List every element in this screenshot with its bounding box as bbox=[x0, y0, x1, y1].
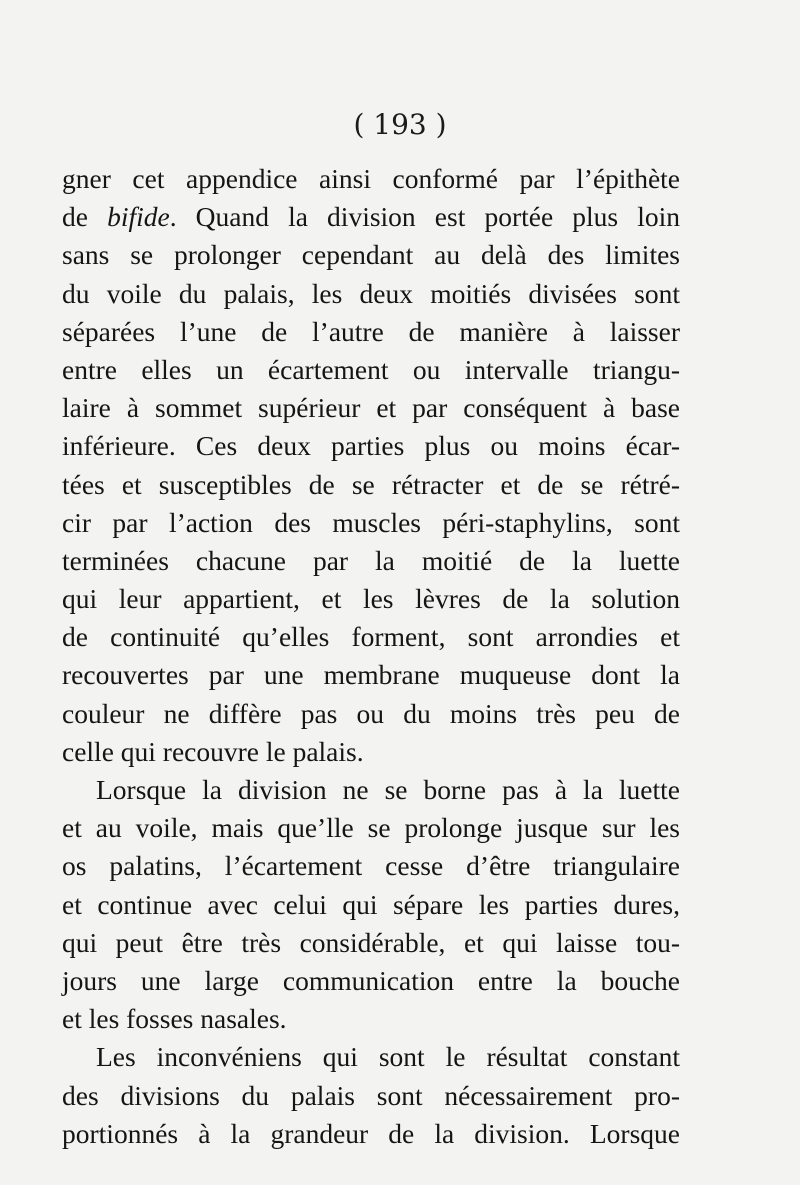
text-line: Les inconvéniens qui sont le résultat constant bbox=[96, 1041, 680, 1073]
text-line: tées et susceptibles de se rétracter et de se rétré- bbox=[62, 468, 680, 500]
text-line: qui peut être très considérable, et qui laisse tou- bbox=[62, 926, 680, 958]
text-line: portionnés à la grandeur de la division. Lorsque bbox=[62, 1117, 680, 1149]
text-line: inférieure. Ces deux parties plus ou moins écar- bbox=[62, 430, 680, 462]
text-line: sans se prolonger cependant au delà des limites bbox=[62, 239, 680, 271]
text-line: des divisions du palais sont nécessairement pro- bbox=[62, 1079, 680, 1111]
text-line: couleur ne diffère pas ou du moins très peu de bbox=[62, 697, 680, 729]
text-line: qui leur appartient, et les lèvres de la solution bbox=[62, 583, 680, 615]
text-line: et continue avec celui qui sépare les parties dures, bbox=[62, 888, 680, 920]
paragraph bbox=[62, 160, 680, 771]
text-line: et les fosses nasales. bbox=[62, 1003, 287, 1035]
paragraph bbox=[62, 1038, 680, 1153]
text-line: entre elles un écartement ou intervalle triangu- bbox=[62, 353, 680, 385]
text-line: Lorsque la division ne se borne pas à la luette bbox=[96, 774, 680, 805]
text-line: de bifide. Quand la division est portée plus loin bbox=[62, 201, 680, 233]
text-line: du voile du palais, les deux moitiés divisées sont bbox=[62, 277, 680, 309]
text-line: terminées chacune par la moitié de la luette bbox=[62, 544, 680, 576]
text-line: et au voile, mais que’lle se prolonge jusque sur les bbox=[62, 812, 680, 844]
paragraph bbox=[62, 771, 680, 1038]
page-number: ( 193 ) bbox=[353, 108, 447, 141]
text-line: jours une large communication entre la bouche bbox=[62, 964, 680, 996]
text-line: gner cet appendice ainsi conformé par l’épithète bbox=[62, 163, 680, 194]
text-line: séparées l’une de l’autre de manière à laisser bbox=[62, 315, 680, 347]
text-line: de continuité qu’elles forment, sont arrondies et bbox=[62, 621, 680, 653]
text-line: recouvertes par une membrane muqueuse dont la bbox=[62, 659, 680, 691]
body-text bbox=[62, 160, 680, 1153]
text-line: cir par l’action des muscles péri-staphylins, sont bbox=[62, 506, 680, 538]
text-line: laire à sommet supérieur et par conséquent à base bbox=[62, 392, 680, 424]
text-line: celle qui recouvre le palais. bbox=[62, 735, 364, 767]
text-line: os palatins, l’écartement cesse d’être triangulaire bbox=[62, 850, 680, 882]
